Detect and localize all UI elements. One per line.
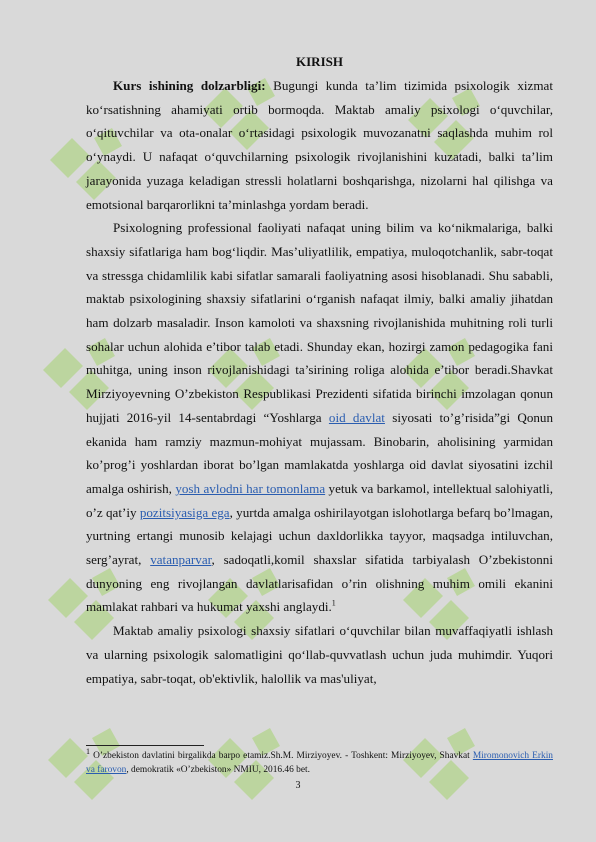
page-title: KIRISH (296, 54, 343, 69)
footnote-number: 1 (86, 746, 90, 756)
footnote (86, 746, 553, 777)
paragraph-text: Psixologning professional faoliyati nafaqat uning bilim va ko‘nikmalariga, balki shaxsiy sifatlariga ham bog‘liqdir. Mas’uliyatlilik, empatiya, muloqotchanlik, sabr-toqat va stressga chidamlilik kabi sifatlar samarali faoliyatning asosi hisoblanadi. Shu sababli, maktab psixologining shaxsiy sifatlarini o‘rganish nafaqat ilmiy, balki amaliy jihatdan ham dolzarb masaladir. Inson kamoloti va shaxsning rivojlanishida muhitning roli turli sohalar uchun alohida e’tibor talab etadi. Shunday ekan, hozirgi zamon pedagogika fani muhitga, uning inson rivojlanishidagi ta’sirining roliga alohida e’tibor beradi.Shavkat Mirziyoyevning O’zbekiston Respublikasi Prezidenti sifatida birinchi imzolagan qonun hujjati 2016-yil 14-sentabrdagi “Yoshlarga (86, 220, 553, 425)
paragraph-text: yetuk va barkamol, intellektual salohiyatli, o’z qat’iy (86, 480, 553, 520)
link-oid-davlat[interactable]: oid davlat (328, 409, 385, 425)
paragraph-relevance (86, 74, 553, 216)
footnote-text-end: , demokratik «O’zbekiston» NMIU, 2016.46 bet. (126, 765, 310, 775)
page-content (86, 54, 553, 690)
page-number: 3 (295, 780, 301, 791)
paragraph-qualities: Maktab amaliy psixologi shaxsiy sifatlari o‘quvchilar bilan muvaffaqiyatli ishlash va ularning psixologik salomatligini qo‘llab-quvvatlash uchun juda muhimdir. Yuqori empatiya, sabr-toqat, ob'ektivlik, halollik va mas'uliyat, (86, 623, 553, 686)
footnote-link[interactable]: Miromonovich Erkin va farovon (86, 751, 553, 775)
footnote-reference[interactable]: 1 (331, 599, 336, 609)
link-yosh-avlod[interactable]: yosh avlodni har tomonlama (175, 480, 326, 496)
paragraph-text: , yurtda amalga oshirilayotgan islohotlarga befarq bo’lmagan, yurtning ertangi munosib kelajagi uchun daxldorlikka tayyor, maqsadga intiluvchan, serg’ayrat, (86, 504, 553, 568)
paragraph-text: Bugungi kunda ta’lim tizimida psixologik xizmat ko‘rsatishning ahamiyati ortib bormoqda. Maktab amaliy psixologi o‘quvchilar, o‘qituvchilar va ota-onalar o‘rtasidagi psixologik muvozanatni saqlashda muhim rol o‘ynaydi. U nafaqat o‘quvchilarning psixologik rivojlanishini kuzatadi, balki ta’lim jarayonida yuzaga keladigan stressli holatlarni boshqarishga, nizolarni hal qilishga va emotsional barqarorlikni ta’minlashga yordam beradi. (86, 78, 553, 212)
link-vatanparvar[interactable]: vatanparvar (150, 552, 212, 568)
footnote-text: O’zbekiston davlatini birgalikda barpo etamiz.Sh.M. Mirziyoyev. - Toshkent: Mirziyoyev, Shavkat (90, 751, 473, 761)
paragraph-professional (86, 216, 553, 619)
footnote-divider (86, 745, 204, 746)
paragraph-text: siyosati to’g’risida”gi Qonun ekanida ham ramziy mazmun-mohiyat mujassam. Binobarin, aholisining yarmidan ko’prog’i yoshlardan iborat bo’lgan mamlakatda yoshlarga oid davlat siyosatini izchil amalga oshirish, (86, 409, 554, 496)
paragraph-lead: Kurs ishining dolzarbligi: (113, 78, 266, 93)
link-pozitsiya[interactable]: pozitsiyasiga ega (139, 504, 230, 520)
paragraph-text: , sadoqatli,komil shaxslar sifatida tarbiyalash O’zbekistonni dunyoning eng rivojlangan davlatlarisafidan o’rin olishning muhim omili ekanini mamlakat rahbari va hukumat yaxshi anglaydi. (86, 552, 553, 615)
